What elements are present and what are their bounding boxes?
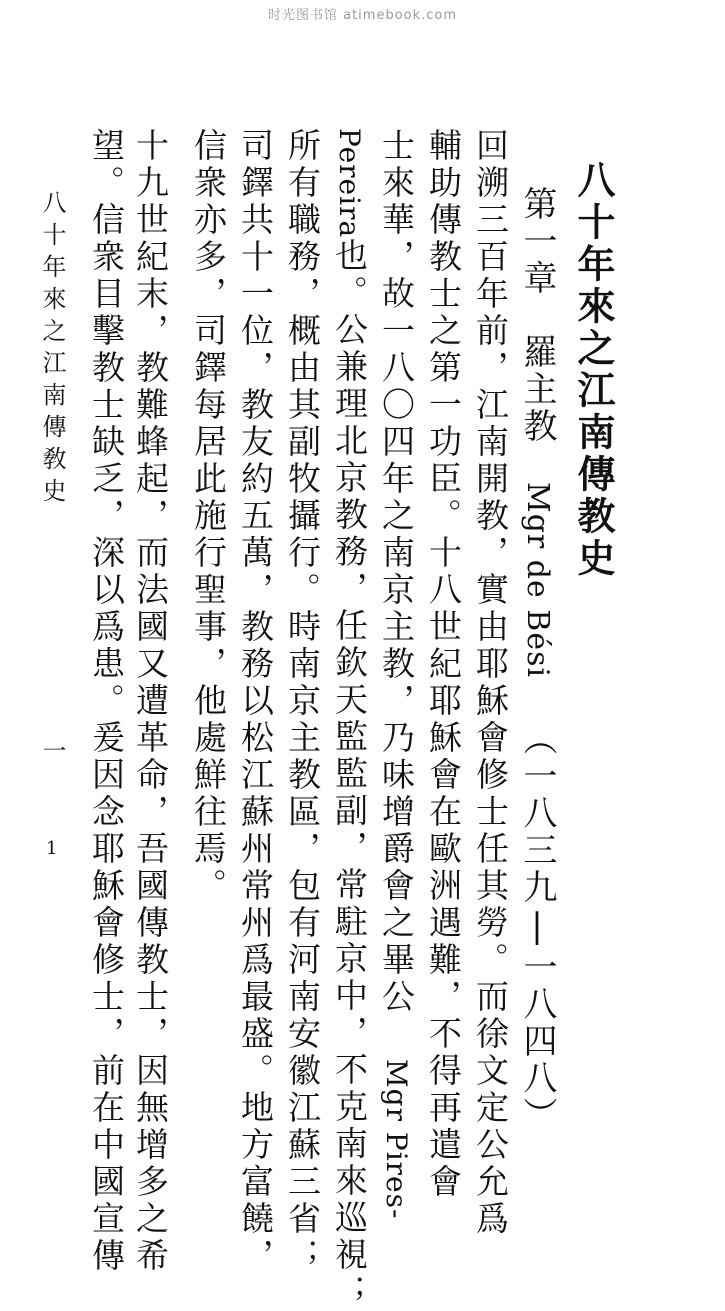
- body-line: 輔助傳教士之第一功臣。十八世紀耶穌會在歐洲遇難，不得再遣會: [424, 128, 463, 1201]
- body-line: 十九世紀末，教難蜂起，而法國又遭革命，吾國傳教士，因無增多之希: [131, 128, 170, 1275]
- body-line: 信衆亦多，司鐸每居此施行聖事，他處鮮往焉。: [189, 128, 228, 905]
- body-line-text: 士來華，故一八〇四年之南京主教，乃味增爵會之畢公: [377, 128, 416, 1016]
- body-line: 望。信衆目擊教士缺乏，深以爲患。爰因念耶穌會修士，前在中國宣傳: [87, 128, 126, 1275]
- body-line: [377, 128, 416, 1220]
- body-line: 回溯三百年前，江南開教，實由耶穌會修士任其勞。而徐文定公允爲: [471, 128, 510, 1238]
- running-head: 八十年來之江南傳敎史: [38, 190, 66, 510]
- folio-mark: 一: [38, 738, 66, 762]
- chapter-latin-name: Mgr de Bési: [520, 482, 555, 679]
- chapter-gap: [517, 297, 557, 334]
- chapter-gap: [517, 445, 557, 482]
- page-number: 1: [46, 838, 58, 859]
- chapter-years: （一八三九|一八四八）: [517, 721, 557, 1135]
- chapter-number: 第一章: [517, 186, 557, 297]
- body-line: 司鐸共十一位，教友約五萬，教務以松江蘇州常州爲最盛。地方富饒，: [236, 128, 275, 1275]
- book-title: 八十年來之江南傳教史: [571, 160, 616, 580]
- chapter-heading: [517, 186, 557, 1135]
- body-line-gap: [377, 1016, 416, 1059]
- site-watermark: 时光图书馆 atimebook.com: [267, 8, 458, 23]
- body-line-latin: Mgr Pires-: [380, 1059, 413, 1220]
- body-line: [330, 128, 369, 1311]
- body-line-latin: Pereira: [333, 128, 366, 239]
- chapter-gap: [517, 678, 557, 721]
- body-line-text: 也。公兼理北京教務，任欽天監監副，常駐京中，不克南來巡視；: [330, 238, 369, 1311]
- chapter-title: 羅主教: [517, 334, 557, 445]
- body-line: 所有職務，概由其副牧攝行。時南京主教區，包有河南安徽江蘇三省；: [283, 128, 322, 1275]
